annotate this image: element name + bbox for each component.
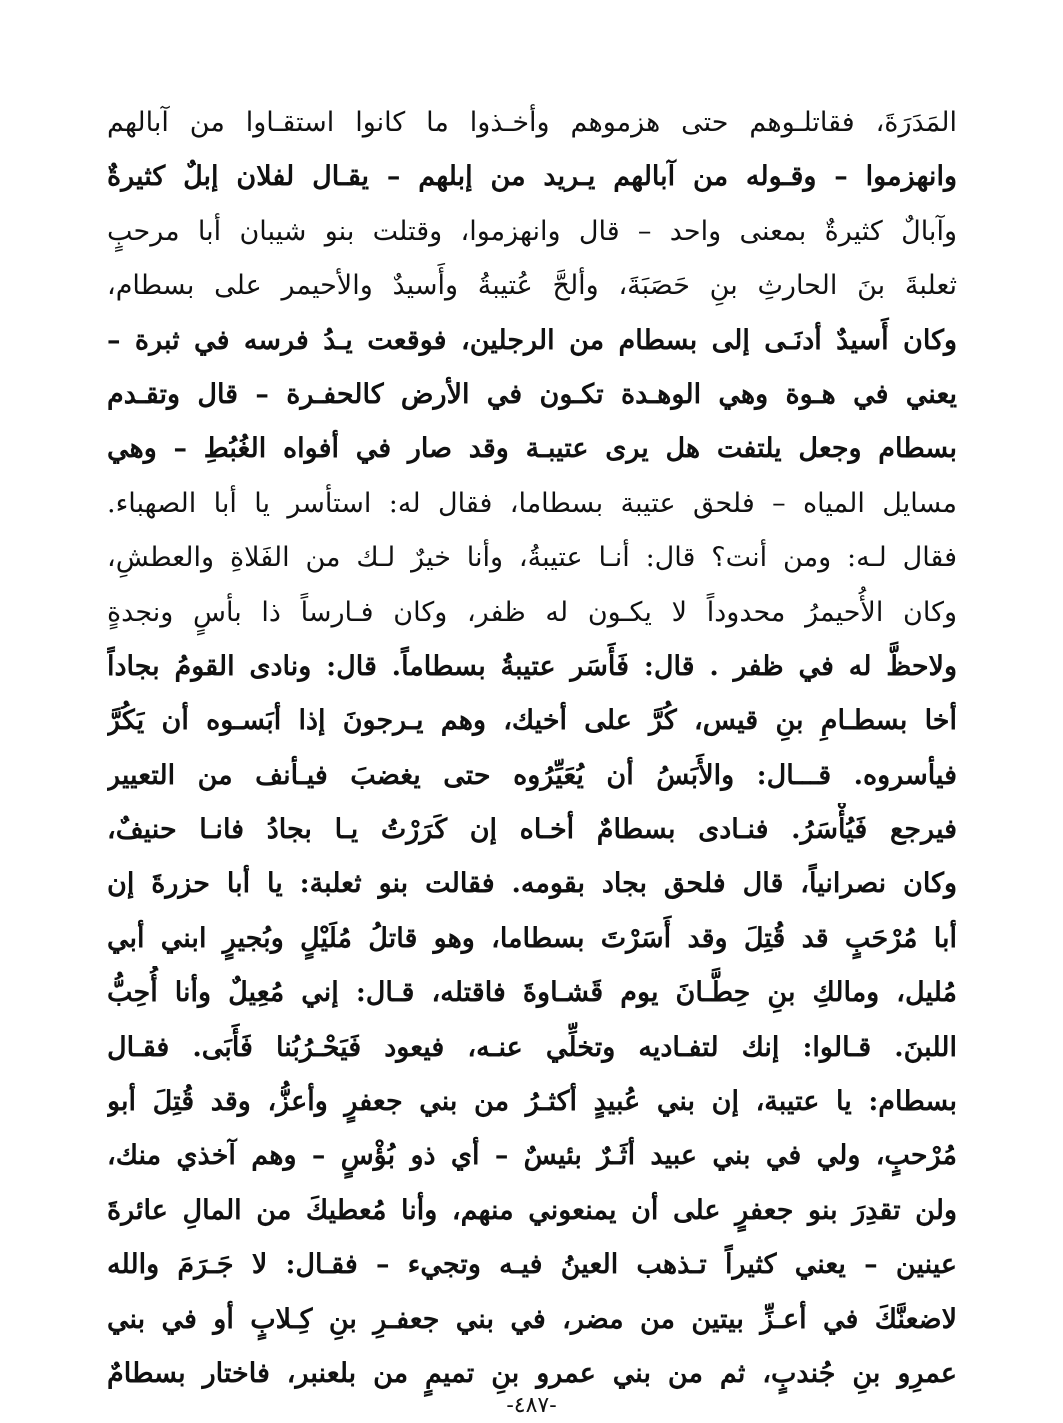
text-line: مسايل المياه – فلحق عتيبة بسطاما، فقال له: استأسر يا أبا الصهباء.: [107, 487, 957, 519]
body-text: [107, 96, 957, 1401]
page-number: -٤٨٧-: [506, 1393, 557, 1418]
text-line: وكان نصرانياً، قال فلحق بجاد بقومه. فقالت بنو ثعلبة: يا أبا حزرةَ إن: [107, 868, 957, 900]
text-line: بسطام وجعل يلتفت هل يرى عتيبـة وقد صار في أفواه الغُبُطِ – وهي: [107, 433, 957, 465]
text-line: اللبنَ. قـالوا: إنك لتفـاديه وتخلِّي عنـه، فيعود فَيَحْـرُبُنا فَأَبَى. فقـال: [107, 1031, 957, 1063]
text-line: ولن تقدِرَ بنو جعفرٍ على أن يمنعوني منهم، وأنا مُعطيكَ من المالِ عائرةَ: [107, 1194, 957, 1226]
text-line: ولاحظَّ له في ظفر . قال: فَأَسَر عتيبةُ بسطاماً. قال: ونادى القومُ بجاداً: [107, 650, 957, 682]
text-line: عينين – يعني كثيراً تـذهب العينُ فيـه وتجيء – فقـال: لا جَـرَمَ والله: [107, 1249, 957, 1281]
text-line: عمرِو بنِ جُندبٍ، ثم من بني عمرو بنِ تميمٍ من بلعنبر، فاختار بسطامٌ: [107, 1357, 957, 1389]
text-line: وانهزموا – وقـوله من آبالهم يـريد من إبلهم – يقـال لفلان إبلٌ كثيرةٌ: [107, 161, 957, 193]
text-line: فقال لـه: ومن أنت؟ قال: أنـا عتيبةُ، وأنا خيرٌ لـك من الفَلاةِ والعطشِ،: [107, 542, 957, 574]
text-line: وآبالٌ كثيرةٌ بمعنى واحد – قال وانهزموا، وقتلت بنو شيبان أبا مرحبٍ: [107, 215, 957, 247]
text-line: مُرْحبٍ، ولي في بني عبيد أثَـرٌ بئيسٌ – أي ذو بُؤْسٍ – وهم آخذي منك،: [107, 1140, 957, 1172]
text-line: ثعلبةَ بنَ الحارثِ بنِ حَصَبَةَ، وألحَّ عُتيبةُ وأَسيدٌ والأحيمر على بسطام،: [107, 270, 957, 302]
text-line: فيأسروه. قـــال: والأَبَسُ أن يُعَيِّرُوه حتى يغضبَ فيـأنف من التعيير: [107, 759, 957, 791]
text-line: مُليل، ومالكِ بنِ حِطَّـانَ يوم قَشـاوةَ فاقتله، قـال: إني مُعِيلٌ وأنا أُحِبُّ: [107, 977, 957, 1009]
text-line: أبا مُرْحَبٍ قد قُتِلَ وقد أَسَرْتَ بسطاما، وهو قاتلُ مُلَيْلٍ وبُجيرٍ ابني أبي: [107, 922, 957, 954]
text-line: فيرجع فَيُأْسَرُ. فنـادى بسطامٌ أخـاه إن كَرَرْتُ يـا بجادُ فانـا حنيفٌ،: [107, 814, 957, 846]
text-line: المَدَرَةَ، فقاتلـوهم حتى هزموهم وأخـذوا ما كانوا استقـاوا من آبالهم: [107, 107, 957, 138]
text-line: يعني في هـوة وهي الوهـدة تكـون في الأرض كالحفـرة – قال وتقـدم: [107, 378, 957, 410]
text-line: لاضعنَّكَ في أعـزِّ بيتين من مضر، في بني جعفـرِ بنِ كِـلابٍ أو في بني: [107, 1303, 957, 1335]
text-line: بسطام: يا عتيبة، إن بني عُبيدٍ أكثـرُ من بني جعفرٍ وأعزُّ، وقد قُتِلَ أبو: [107, 1086, 957, 1118]
text-line: وكان أَسيدٌ أدنَـى إلى بسطام من الرجلين، فوقعت يـدُ فرسه في ثبرة –: [107, 324, 957, 356]
text-line: أخا بسطـامِ بنِ قيس، كُرَّ على أخيك، وهم يـرجونَ إذا أبَسـوه أن يَكُرَّ: [107, 705, 957, 737]
text-line: وكان الأُحيمرُ محدوداً لا يكـون له ظفر، وكان فـارساً ذا بأسٍ ونجدةٍ: [107, 596, 957, 628]
